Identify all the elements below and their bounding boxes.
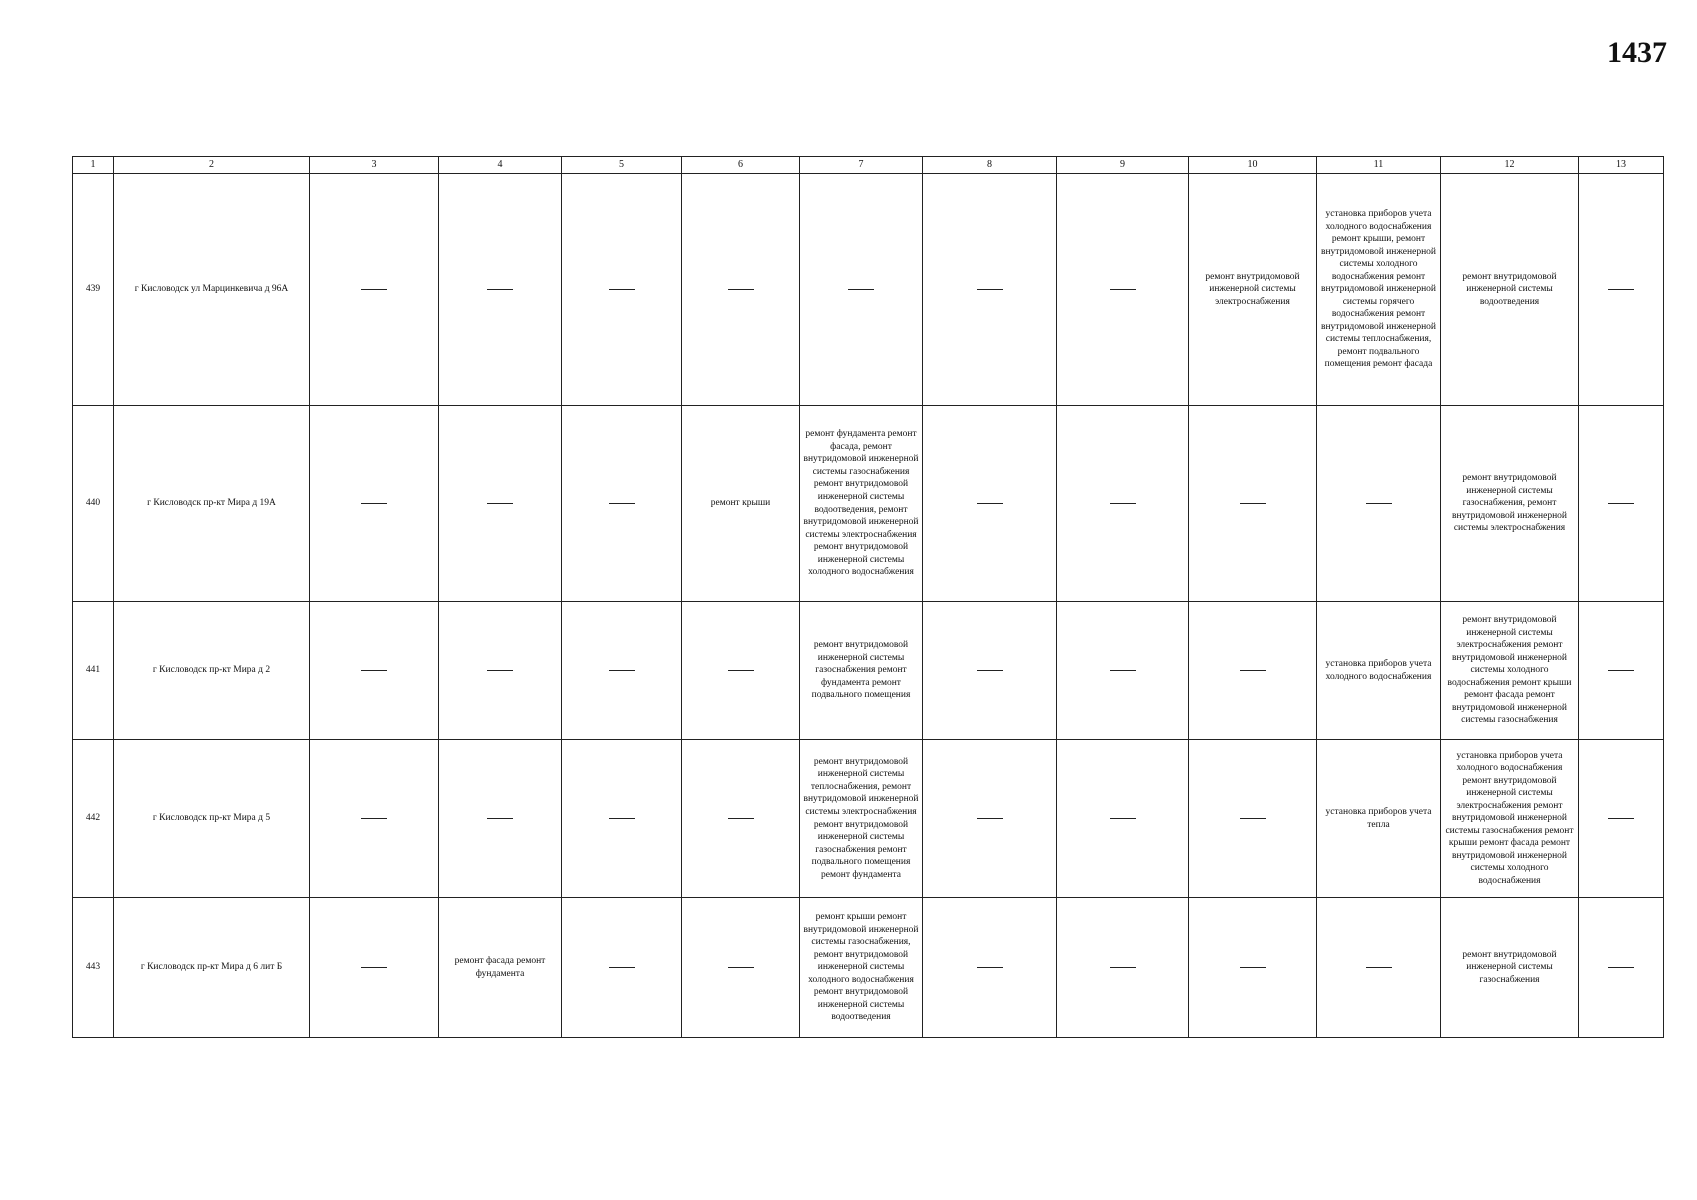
empty-cell	[310, 602, 439, 740]
empty-cell	[923, 174, 1057, 406]
column-header: 1	[73, 157, 114, 174]
column-header: 2	[114, 157, 310, 174]
column-header: 3	[310, 157, 439, 174]
column-header: 5	[562, 157, 682, 174]
work-cell: ремонт внутридомовой инженерной системы электроснабжения	[1189, 174, 1317, 406]
empty-cell	[562, 740, 682, 898]
empty-cell	[1057, 174, 1189, 406]
empty-cell	[439, 740, 562, 898]
empty-cell	[310, 740, 439, 898]
work-cell: ремонт внутридомовой инженерной системы газоснабжения	[1441, 898, 1579, 1038]
dash-mark	[487, 289, 513, 290]
address-cell: г Кисловодск пр-кт Мира д 6 лит Б	[114, 898, 310, 1038]
repair-schedule-table	[72, 156, 1664, 1038]
work-cell: ремонт внутридомовой инженерной системы электроснабжения ремонт внутридомовой инженерной системы холодного водоснабжения ремонт крыши ремонт фасада ремонт внутридомовой инженерной системы газоснабжения	[1441, 602, 1579, 740]
empty-cell	[1189, 406, 1317, 602]
dash-mark	[1366, 503, 1392, 504]
address-cell: г Кисловодск пр-кт Мира д 19А	[114, 406, 310, 602]
empty-cell	[439, 406, 562, 602]
row-number: 439	[73, 174, 114, 406]
empty-cell	[1579, 740, 1664, 898]
row-number: 440	[73, 406, 114, 602]
dash-mark	[1110, 967, 1136, 968]
row-number: 442	[73, 740, 114, 898]
empty-cell	[1189, 602, 1317, 740]
dash-mark	[609, 967, 635, 968]
empty-cell	[1189, 898, 1317, 1038]
dash-mark	[1608, 967, 1634, 968]
dash-mark	[361, 967, 387, 968]
empty-cell	[1317, 406, 1441, 602]
dash-mark	[1240, 670, 1266, 671]
address-cell: г Кисловодск ул Марцинкевича д 96А	[114, 174, 310, 406]
dash-mark	[728, 967, 754, 968]
dash-mark	[1240, 818, 1266, 819]
work-cell: ремонт внутридомовой инженерной системы водоотведения	[1441, 174, 1579, 406]
column-number-row	[73, 157, 1664, 174]
dash-mark	[361, 289, 387, 290]
column-header: 13	[1579, 157, 1664, 174]
work-cell: ремонт крыши	[682, 406, 800, 602]
empty-cell	[439, 174, 562, 406]
column-header: 9	[1057, 157, 1189, 174]
address-cell: г Кисловодск пр-кт Мира д 2	[114, 602, 310, 740]
dash-mark	[728, 289, 754, 290]
dash-mark	[609, 670, 635, 671]
dash-mark	[977, 503, 1003, 504]
work-cell: ремонт фасада ремонт фундамента	[439, 898, 562, 1038]
empty-cell	[562, 602, 682, 740]
dash-mark	[1240, 967, 1266, 968]
empty-cell	[923, 740, 1057, 898]
empty-cell	[562, 898, 682, 1038]
column-header: 11	[1317, 157, 1441, 174]
empty-cell	[682, 740, 800, 898]
empty-cell	[1057, 898, 1189, 1038]
table-row	[73, 406, 1664, 602]
empty-cell	[923, 602, 1057, 740]
empty-cell	[310, 174, 439, 406]
dash-mark	[977, 967, 1003, 968]
empty-cell	[682, 898, 800, 1038]
empty-cell	[1057, 740, 1189, 898]
page-number: 1437	[1607, 36, 1667, 69]
dash-mark	[1608, 670, 1634, 671]
dash-mark	[609, 818, 635, 819]
dash-mark	[977, 670, 1003, 671]
dash-mark	[1110, 289, 1136, 290]
dash-mark	[609, 289, 635, 290]
dash-mark	[1608, 503, 1634, 504]
work-cell: ремонт крыши ремонт внутридомовой инженерной системы газоснабжения, ремонт внутридомовой инженерной системы холодного водоснабжения ремонт внутридомовой инженерной системы водоотведения	[800, 898, 923, 1038]
dash-mark	[1366, 967, 1392, 968]
work-cell: установка приборов учета тепла	[1317, 740, 1441, 898]
empty-cell	[310, 898, 439, 1038]
empty-cell	[1579, 602, 1664, 740]
dash-mark	[1110, 503, 1136, 504]
work-cell: ремонт фундамента ремонт фасада, ремонт внутридомовой инженерной системы газоснабжения ремонт внутридомовой инженерной системы водоотведения, ремонт внутридомовой инженерной системы электроснабжения ремонт внутридомовой инженерной системы холодного водоснабжения	[800, 406, 923, 602]
dash-mark	[1110, 818, 1136, 819]
dash-mark	[487, 670, 513, 671]
empty-cell	[1579, 898, 1664, 1038]
work-cell: установка приборов учета холодного водоснабжения ремонт внутридомовой инженерной системы электроснабжения ремонт внутридомовой инженерной системы газоснабжения ремонт крыши ремонт фасада ремонт внутридомовой инженерной системы холодного водоснабжения	[1441, 740, 1579, 898]
work-cell: ремонт внутридомовой инженерной системы газоснабжения ремонт фундамента ремонт подвального помещения	[800, 602, 923, 740]
dash-mark	[977, 818, 1003, 819]
empty-cell	[439, 602, 562, 740]
empty-cell	[682, 602, 800, 740]
table-row	[73, 898, 1664, 1038]
table-row	[73, 740, 1664, 898]
dash-mark	[1110, 670, 1136, 671]
empty-cell	[1579, 406, 1664, 602]
table-body	[73, 174, 1664, 1038]
empty-cell	[1317, 898, 1441, 1038]
empty-cell	[923, 898, 1057, 1038]
dash-mark	[487, 818, 513, 819]
column-header: 8	[923, 157, 1057, 174]
row-number: 443	[73, 898, 114, 1038]
dash-mark	[848, 289, 874, 290]
empty-cell	[923, 406, 1057, 602]
empty-cell	[562, 174, 682, 406]
empty-cell	[1189, 740, 1317, 898]
dash-mark	[1608, 818, 1634, 819]
column-header: 10	[1189, 157, 1317, 174]
column-header: 4	[439, 157, 562, 174]
dash-mark	[487, 503, 513, 504]
empty-cell	[562, 406, 682, 602]
dash-mark	[1608, 289, 1634, 290]
table-row	[73, 602, 1664, 740]
dash-mark	[728, 670, 754, 671]
dash-mark	[977, 289, 1003, 290]
dash-mark	[361, 503, 387, 504]
work-cell: ремонт внутридомовой инженерной системы газоснабжения, ремонт внутридомовой инженерной системы электроснабжения	[1441, 406, 1579, 602]
address-cell: г Кисловодск пр-кт Мира д 5	[114, 740, 310, 898]
dash-mark	[728, 818, 754, 819]
row-number: 441	[73, 602, 114, 740]
work-cell: ремонт внутридомовой инженерной системы теплоснабжения, ремонт внутридомовой инженерной системы электроснабжения ремонт внутридомовой инженерной системы газоснабжения ремонт подвального помещения ремонт фундамента	[800, 740, 923, 898]
empty-cell	[1057, 406, 1189, 602]
empty-cell	[1057, 602, 1189, 740]
work-cell: установка приборов учета холодного водоснабжения ремонт крыши, ремонт внутридомовой инженерной системы холодного водоснабжения ремонт внутридомовой инженерной системы горячего водоснабжения ремонт внутридомовой инженерной системы теплоснабжения, ремонт подвального помещения ремонт фасада	[1317, 174, 1441, 406]
dash-mark	[361, 818, 387, 819]
empty-cell	[1579, 174, 1664, 406]
dash-mark	[1240, 503, 1266, 504]
table-row	[73, 174, 1664, 406]
dash-mark	[609, 503, 635, 504]
column-header: 7	[800, 157, 923, 174]
dash-mark	[361, 670, 387, 671]
column-header: 12	[1441, 157, 1579, 174]
work-cell: установка приборов учета холодного водоснабжения	[1317, 602, 1441, 740]
empty-cell	[800, 174, 923, 406]
empty-cell	[310, 406, 439, 602]
column-header: 6	[682, 157, 800, 174]
empty-cell	[682, 174, 800, 406]
